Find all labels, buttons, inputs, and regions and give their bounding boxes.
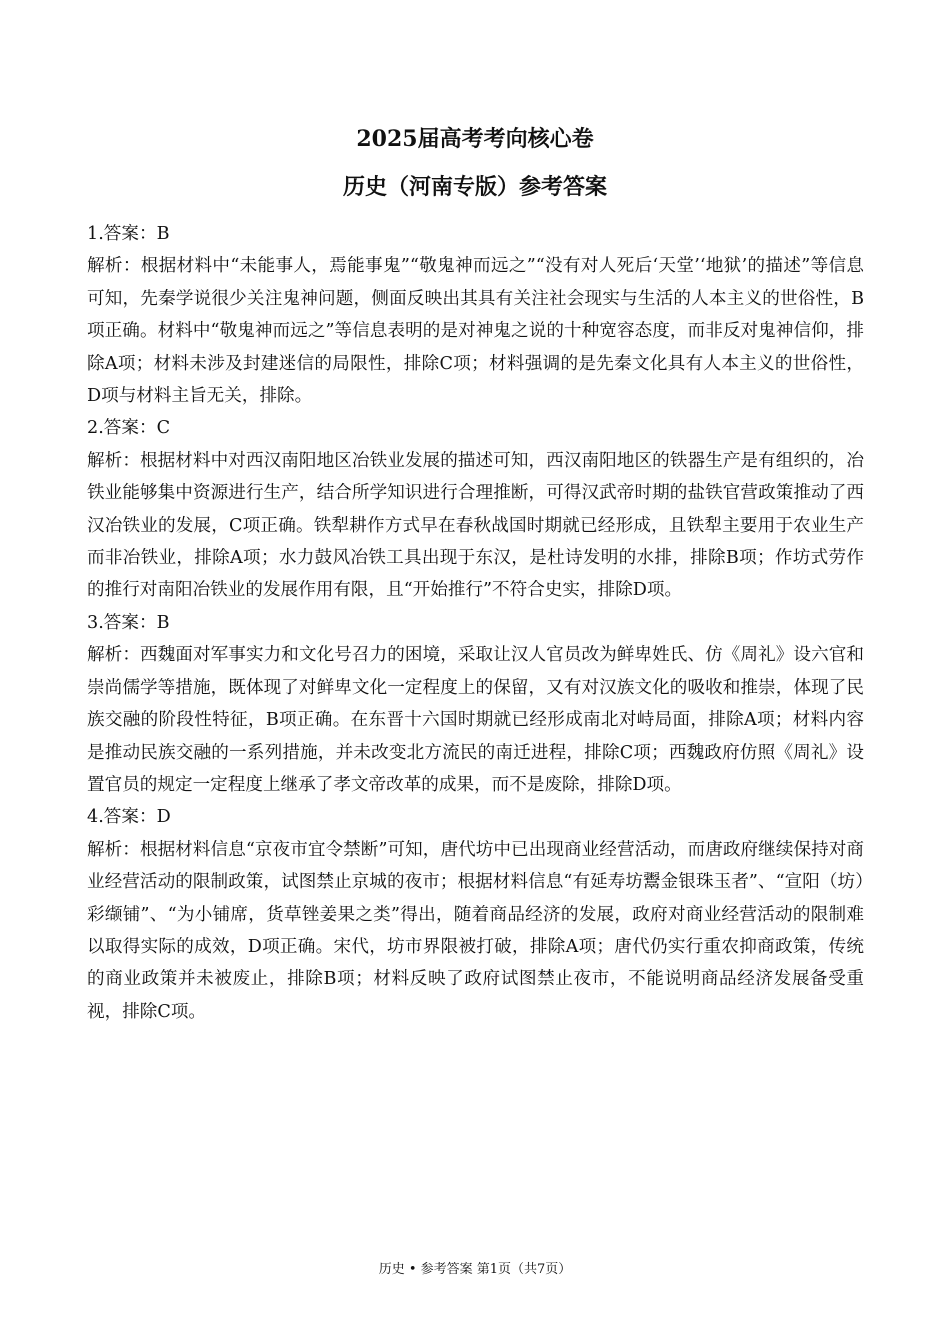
answer-list <box>87 218 864 1028</box>
document-title: 2025届高考考向核心卷 <box>356 126 594 152</box>
page-footer: 历史 • 参考答案 第1页（共7页） <box>378 1262 572 1277</box>
question-block-2 <box>87 412 864 606</box>
answer-line: 1.答案：B <box>87 224 170 244</box>
analysis-text: 解析：根据材料信息“京夜市宜令禁断”可知，唐代坊中已出现商业经营活动，而唐政府继续保持对商业经营活动的限制政策，试图禁止京城的夜市；根据材料信息“有延寿坊鬻金银珠玉者”、“宣阳（坊）彩缬铺”、“为小铺席，货草锉姜果之类”得出，随着商品经济的发展，政府对商业经营活动的限制难以取得实际的成效，D项正确。宋代，坊市界限被打破，排除A项；唐代仍实行重农抑商政策，传统的商业政策并未被废止，排除B项；材料反映了政府试图禁止夜市，不能说明商品经济发展备受重视，排除C项。 <box>87 839 864 1022</box>
analysis-text: 解析：根据材料中对西汉南阳地区冶铁业发展的描述可知，西汉南阳地区的铁器生产是有组织的，冶铁业能够集中资源进行生产，结合所学知识进行合理推断，可得汉武帝时期的盐铁官营政策推动了西汉冶铁业的发展，C项正确。铁犁耕作方式早在春秋战国时期就已经形成，且铁犁主要用于农业生产而非冶铁业，排除A项；水力鼓风冶铁工具出现于东汉，是杜诗发明的水排，排除B项；作坊式劳作的推行对南阳冶铁业的发展作用有限，且“开始推行”不符合史实，排除D项。 <box>87 450 864 601</box>
question-block-1 <box>87 218 864 412</box>
answer-line: 4.答案：D <box>87 807 171 828</box>
question-block-4 <box>87 801 864 1028</box>
document-subtitle: 历史（河南专版）参考答案 <box>342 174 607 200</box>
answer-line: 3.答案：B <box>87 612 170 633</box>
analysis-text: 解析：根据材料中“未能事人，焉能事鬼”“敬鬼神而远之”“没有对人死后‘天堂’‘地狱’的描述”等信息可知，先秦学说很少关注鬼神问题，侧面反映出其具有关注社会现实与生活的人本主义的世俗性，B项正确。材料中“敬鬼神而远之”等信息表明的是对神鬼之说的十种宽容态度，而非反对鬼神信仰，排除A项；材料未涉及封建迷信的局限性，排除C项；材料强调的是先秦文化具有人本主义的世俗性，D项与材料主旨无关，排除。 <box>87 256 864 407</box>
answer-line: 2.答案：C <box>87 418 171 439</box>
analysis-text: 解析：西魏面对军事实力和文化号召力的困境，采取让汉人官员改为鲜卑姓氏、仿《周礼》设六官和崇尚儒学等措施，既体现了对鲜卑文化一定程度上的保留，又有对汉族文化的吸收和推崇，体现了民族交融的阶段性特征，B项正确。在东晋十六国时期就已经形成南北对峙局面，排除A项；材料内容是推动民族交融的一系列措施，并未改变北方流民的南迁进程，排除C项；西魏政府仿照《周礼》设置官员的规定一定程度上继承了孝文帝改革的成果，而不是废除，排除D项。 <box>87 645 864 795</box>
question-block-3 <box>87 607 864 801</box>
